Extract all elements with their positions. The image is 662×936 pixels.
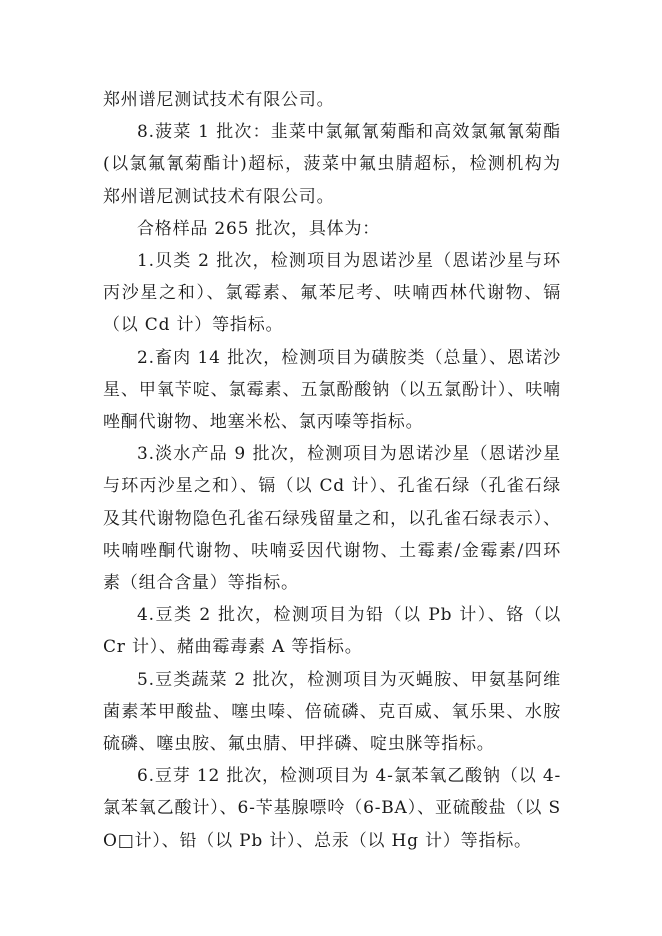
paragraph-item-spinach: 8.菠菜 1 批次：韭菜中氯氟氰菊酯和高效氯氟氰菊酯(以氯氟氰菊酯计)超标，菠菜中氟虫腈超标，检测机构为郑州谱尼测试技术有限公司。 (103, 122, 561, 207)
paragraph-item-bean-sprouts: 6.豆芽 12 批次，检测项目为 4-氯苯氧乙酸钠（以 4-氯苯氧乙酸计）、6-苄基腺嘌呤（6-BA）、亚硫酸盐（以 SO□计）、铅（以 Pb 计）、总汞（以 Hg 计）等指标。 (103, 766, 561, 851)
paragraph-item-beans: 4.豆类 2 批次，检测项目为铅（以 Pb 计）、铬（以 Cr 计）、赭曲霉毒素 A 等指标。 (103, 605, 561, 658)
paragraph-item-bean-vegetables: 5.豆类蔬菜 2 批次，检测项目为灭蝇胺、甲氨基阿维菌素苯甲酸盐、噻虫嗪、倍硫磷、克百威、氧乐果、水胺硫磷、噻虫胺、氟虫腈、甲拌磷、啶虫脒等指标。 (103, 669, 561, 755)
document-body (103, 84, 561, 857)
paragraph-item-livestock-meat: 2.畜肉 14 批次，检测项目为磺胺类（总量）、恩诺沙星、甲氧苄啶、氯霉素、五氯酚酸钠（以五氯酚计）、呋喃唑酮代谢物、地塞米松、氯丙嗪等指标。 (103, 347, 561, 433)
paragraph-item-shellfish: 1.贝类 2 批次，检测项目为恩诺沙星（恩诺沙星与环丙沙星之和）、氯霉素、氟苯尼考、呋喃西林代谢物、镉（以 Cd 计）等指标。 (103, 251, 561, 336)
paragraph-continuation: 郑州谱尼测试技术有限公司。 (103, 90, 335, 110)
paragraph-qualified-summary: 合格样品 265 批次，具体为： (137, 218, 381, 239)
paragraph-item-freshwater-products: 3.淡水产品 9 批次，检测项目为恩诺沙星（恩诺沙星与环丙沙星之和）、镉（以 Cd 计）、孔雀石绿（孔雀石绿及其代谢物隐色孔雀石绿残留量之和，以孔雀石绿表示）、呋喃唑酮代谢物、呋喃妥因代谢物、土霉素/金霉素/四环素（组合含量）等指标。 (103, 444, 561, 594)
